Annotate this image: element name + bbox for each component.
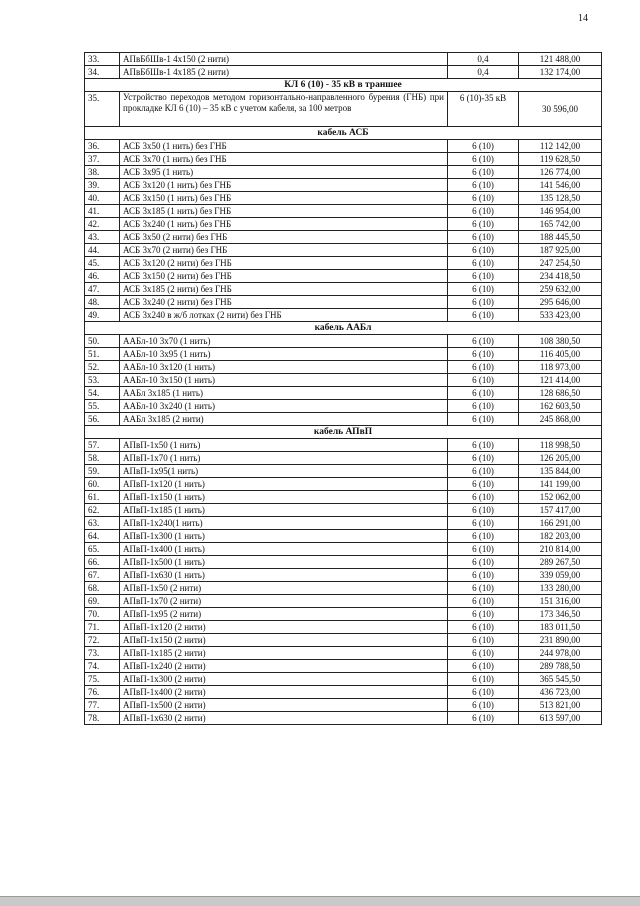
voltage-cell: 6 (10) — [448, 348, 519, 361]
price-cell: 133 280,00 — [519, 582, 602, 595]
row-number-cell: 60. — [85, 478, 120, 491]
section-heading: кабель АСБ — [85, 127, 602, 140]
cable-name-cell: АПвП-1х240 (2 нити) — [120, 660, 448, 673]
table-row — [85, 504, 602, 517]
price-cell: 533 423,00 — [519, 309, 602, 322]
cable-name-cell: АСБ 3х150 (1 нить) без ГНБ — [120, 192, 448, 205]
table-row — [85, 166, 602, 179]
row-number-cell: 52. — [85, 361, 120, 374]
cable-name-cell: Устройство переходов методом горизонтально-направленного бурения (ГНБ) при прокладке КЛ 6 (10) – 35 кВ с учетом кабеля, за 100 метров — [120, 92, 448, 127]
cable-name-cell: АСБ 3х50 (2 нити) без ГНБ — [120, 231, 448, 244]
price-cell: 613 597,00 — [519, 712, 602, 725]
page-number: 14 — [578, 13, 588, 24]
row-number-cell: 42. — [85, 218, 120, 231]
voltage-cell: 6 (10) — [448, 452, 519, 465]
voltage-cell: 6 (10) — [448, 439, 519, 452]
price-cell: 210 814,00 — [519, 543, 602, 556]
price-cell: 135 128,50 — [519, 192, 602, 205]
row-number-cell: 41. — [85, 205, 120, 218]
row-number-cell: 54. — [85, 387, 120, 400]
table-row — [85, 686, 602, 699]
cable-name-cell: АСБ 3х240 в ж/б лотках (2 нити) без ГНБ — [120, 309, 448, 322]
table-row — [85, 634, 602, 647]
table-row — [85, 92, 602, 127]
cable-name-cell: АПвП-1х630 (1 нить) — [120, 569, 448, 582]
voltage-cell: 6 (10) — [448, 582, 519, 595]
voltage-cell: 6 (10) — [448, 296, 519, 309]
voltage-cell: 6 (10) — [448, 192, 519, 205]
voltage-cell: 6 (10) — [448, 504, 519, 517]
table-row — [85, 660, 602, 673]
cable-name-cell: АСБ 3х240 (2 нити) без ГНБ — [120, 296, 448, 309]
table-row — [85, 218, 602, 231]
price-cell: 121 414,00 — [519, 374, 602, 387]
section-heading: КЛ 6 (10) - 35 кВ в траншее — [85, 79, 602, 92]
cable-name-cell: АПвП-1х500 (2 нити) — [120, 699, 448, 712]
price-cell: 183 011,50 — [519, 621, 602, 634]
row-number-cell: 68. — [85, 582, 120, 595]
price-cell: 162 603,50 — [519, 400, 602, 413]
cable-name-cell: АПвБбШв-1 4х185 (2 нити) — [120, 66, 448, 79]
voltage-cell: 6 (10) — [448, 686, 519, 699]
price-cell: 112 142,00 — [519, 140, 602, 153]
price-cell: 118 998,50 — [519, 439, 602, 452]
cable-name-cell: АПвП-1х120 (1 нить) — [120, 478, 448, 491]
price-cell: 116 405,00 — [519, 348, 602, 361]
cable-name-cell: АПвП-1х500 (1 нить) — [120, 556, 448, 569]
table-row — [85, 53, 602, 66]
cable-name-cell: АПвП-1х150 (1 нить) — [120, 491, 448, 504]
voltage-cell: 6 (10) — [448, 595, 519, 608]
cable-name-cell: АСБ 3х185 (1 нить) без ГНБ — [120, 205, 448, 218]
table-row — [85, 153, 602, 166]
row-number-cell: 74. — [85, 660, 120, 673]
cable-name-cell: ААБл 3х185 (2 нити) — [120, 413, 448, 426]
cable-name-cell: АСБ 3х185 (2 нити) без ГНБ — [120, 283, 448, 296]
table-row — [85, 452, 602, 465]
cable-name-cell: АПвП-1х150 (2 нити) — [120, 634, 448, 647]
row-number-cell: 70. — [85, 608, 120, 621]
row-number-cell: 34. — [85, 66, 120, 79]
price-cell: 118 973,00 — [519, 361, 602, 374]
voltage-cell: 6 (10) — [448, 153, 519, 166]
price-cell: 244 978,00 — [519, 647, 602, 660]
table-row — [85, 283, 602, 296]
voltage-cell: 6 (10) — [448, 335, 519, 348]
voltage-cell: 6 (10) — [448, 400, 519, 413]
row-number-cell: 47. — [85, 283, 120, 296]
row-number-cell: 58. — [85, 452, 120, 465]
voltage-cell: 6 (10) — [448, 387, 519, 400]
table-row — [85, 543, 602, 556]
price-cell: 141 199,00 — [519, 478, 602, 491]
table-row — [85, 387, 602, 400]
voltage-cell: 6 (10) — [448, 257, 519, 270]
voltage-cell: 6 (10) — [448, 309, 519, 322]
row-number-cell: 69. — [85, 595, 120, 608]
row-number-cell: 65. — [85, 543, 120, 556]
table-row — [85, 244, 602, 257]
table-row — [85, 179, 602, 192]
table-row — [85, 335, 602, 348]
price-cell: 166 291,00 — [519, 517, 602, 530]
voltage-cell: 6 (10) — [448, 673, 519, 686]
table-row — [85, 647, 602, 660]
price-cell: 289 267,50 — [519, 556, 602, 569]
cable-name-cell: АПвП-1х240(1 нить) — [120, 517, 448, 530]
row-number-cell: 33. — [85, 53, 120, 66]
price-cell: 187 925,00 — [519, 244, 602, 257]
cable-name-cell: АСБ 3х150 (2 нити) без ГНБ — [120, 270, 448, 283]
price-cell: 141 546,00 — [519, 179, 602, 192]
price-cell: 247 254,50 — [519, 257, 602, 270]
table-row — [85, 465, 602, 478]
price-cell: 152 062,00 — [519, 491, 602, 504]
cable-name-cell: АПвБбШв-1 4х150 (2 нити) — [120, 53, 448, 66]
row-number-cell: 64. — [85, 530, 120, 543]
cable-name-cell: АПвП-1х70 (1 нить) — [120, 452, 448, 465]
price-cell: 234 418,50 — [519, 270, 602, 283]
table-row — [85, 569, 602, 582]
cable-name-cell: АПвП-1х70 (2 нити) — [120, 595, 448, 608]
row-number-cell: 56. — [85, 413, 120, 426]
row-number-cell: 62. — [85, 504, 120, 517]
price-cell: 135 844,00 — [519, 465, 602, 478]
cable-name-cell: АСБ 3х95 (1 нить) — [120, 166, 448, 179]
price-cell: 128 686,50 — [519, 387, 602, 400]
section-heading: кабель ААБл — [85, 322, 602, 335]
price-cell: 132 174,00 — [519, 66, 602, 79]
row-number-cell: 46. — [85, 270, 120, 283]
table-row — [85, 348, 602, 361]
row-number-cell: 73. — [85, 647, 120, 660]
row-number-cell: 75. — [85, 673, 120, 686]
row-number-cell: 76. — [85, 686, 120, 699]
voltage-cell: 6 (10) — [448, 634, 519, 647]
voltage-cell: 6 (10) — [448, 712, 519, 725]
price-cell: 339 059,00 — [519, 569, 602, 582]
table-row — [85, 517, 602, 530]
table-row — [85, 608, 602, 621]
cable-name-cell: ААБл-10 3х70 (1 нить) — [120, 335, 448, 348]
price-cell: 182 203,00 — [519, 530, 602, 543]
row-number-cell: 71. — [85, 621, 120, 634]
row-number-cell: 43. — [85, 231, 120, 244]
table-row — [85, 231, 602, 244]
voltage-cell: 6 (10) — [448, 491, 519, 504]
voltage-cell: 6 (10) — [448, 361, 519, 374]
table-row — [85, 530, 602, 543]
price-cell: 157 417,00 — [519, 504, 602, 517]
cable-name-cell: АПвП-1х95(1 нить) — [120, 465, 448, 478]
row-number-cell: 55. — [85, 400, 120, 413]
cable-name-cell: АСБ 3х70 (2 нити) без ГНБ — [120, 244, 448, 257]
table-row — [85, 439, 602, 452]
voltage-cell: 6 (10)-35 кВ — [448, 92, 519, 127]
cable-name-cell: ААБл-10 3х95 (1 нить) — [120, 348, 448, 361]
row-number-cell: 57. — [85, 439, 120, 452]
price-cell: 245 868,00 — [519, 413, 602, 426]
price-cell: 295 646,00 — [519, 296, 602, 309]
cable-name-cell: ААБл-10 3х240 (1 нить) — [120, 400, 448, 413]
cable-name-cell: ААБл 3х185 (1 нить) — [120, 387, 448, 400]
row-number-cell: 50. — [85, 335, 120, 348]
cable-name-cell: АПвП-1х300 (1 нить) — [120, 530, 448, 543]
voltage-cell: 6 (10) — [448, 218, 519, 231]
row-number-cell: 77. — [85, 699, 120, 712]
voltage-cell: 6 (10) — [448, 530, 519, 543]
row-number-cell: 61. — [85, 491, 120, 504]
row-number-cell: 63. — [85, 517, 120, 530]
price-cell: 126 205,00 — [519, 452, 602, 465]
price-cell: 513 821,00 — [519, 699, 602, 712]
cable-name-cell: АПвП-1х630 (2 нити) — [120, 712, 448, 725]
price-cell: 289 788,50 — [519, 660, 602, 673]
price-cell: 165 742,00 — [519, 218, 602, 231]
row-number-cell: 48. — [85, 296, 120, 309]
table-row — [85, 712, 602, 725]
table-row — [85, 361, 602, 374]
cable-name-cell: АПвП-1х120 (2 нити) — [120, 621, 448, 634]
cable-name-cell: АПвП-1х50 (1 нить) — [120, 439, 448, 452]
voltage-cell: 6 (10) — [448, 413, 519, 426]
section-heading: кабель АПвП — [85, 426, 602, 439]
voltage-cell: 6 (10) — [448, 244, 519, 257]
row-number-cell: 78. — [85, 712, 120, 725]
voltage-cell: 6 (10) — [448, 556, 519, 569]
row-number-cell: 51. — [85, 348, 120, 361]
price-cell: 259 632,00 — [519, 283, 602, 296]
table-row — [85, 205, 602, 218]
cable-name-cell: АСБ 3х120 (2 нити) без ГНБ — [120, 257, 448, 270]
price-cell: 126 774,00 — [519, 166, 602, 179]
row-number-cell: 39. — [85, 179, 120, 192]
voltage-cell: 6 (10) — [448, 608, 519, 621]
price-cell: 30 596,00 — [519, 92, 602, 127]
voltage-cell: 6 (10) — [448, 166, 519, 179]
voltage-cell: 6 (10) — [448, 647, 519, 660]
row-number-cell: 45. — [85, 257, 120, 270]
table-row — [85, 192, 602, 205]
voltage-cell: 6 (10) — [448, 205, 519, 218]
voltage-cell: 6 (10) — [448, 270, 519, 283]
cable-name-cell: АПвП-1х185 (1 нить) — [120, 504, 448, 517]
price-table-body — [85, 53, 602, 725]
voltage-cell: 6 (10) — [448, 465, 519, 478]
section-heading-row — [85, 127, 602, 140]
table-row — [85, 413, 602, 426]
row-number-cell: 40. — [85, 192, 120, 205]
row-number-cell: 36. — [85, 140, 120, 153]
cable-name-cell: АСБ 3х120 (1 нить) без ГНБ — [120, 179, 448, 192]
table-row — [85, 270, 602, 283]
table-row — [85, 140, 602, 153]
section-heading-row — [85, 79, 602, 92]
section-heading-row — [85, 426, 602, 439]
table-row — [85, 400, 602, 413]
voltage-cell: 6 (10) — [448, 374, 519, 387]
cable-name-cell: АСБ 3х240 (1 нить) без ГНБ — [120, 218, 448, 231]
table-row — [85, 556, 602, 569]
price-cell: 108 380,50 — [519, 335, 602, 348]
voltage-cell: 6 (10) — [448, 179, 519, 192]
voltage-cell: 0,4 — [448, 53, 519, 66]
row-number-cell: 72. — [85, 634, 120, 647]
voltage-cell: 6 (10) — [448, 517, 519, 530]
row-number-cell: 53. — [85, 374, 120, 387]
section-heading-row — [85, 322, 602, 335]
price-cell: 188 445,50 — [519, 231, 602, 244]
table-row — [85, 296, 602, 309]
price-cell: 121 488,00 — [519, 53, 602, 66]
price-cell: 173 346,50 — [519, 608, 602, 621]
table-row — [85, 582, 602, 595]
price-cell: 231 890,00 — [519, 634, 602, 647]
table-row — [85, 478, 602, 491]
row-number-cell: 49. — [85, 309, 120, 322]
price-cell: 146 954,00 — [519, 205, 602, 218]
price-cell: 119 628,50 — [519, 153, 602, 166]
table-row — [85, 699, 602, 712]
voltage-cell: 6 (10) — [448, 699, 519, 712]
cable-name-cell: АСБ 3х50 (1 нить) без ГНБ — [120, 140, 448, 153]
voltage-cell: 0,4 — [448, 66, 519, 79]
voltage-cell: 6 (10) — [448, 569, 519, 582]
voltage-cell: 6 (10) — [448, 543, 519, 556]
row-number-cell: 59. — [85, 465, 120, 478]
table-row — [85, 257, 602, 270]
voltage-cell: 6 (10) — [448, 621, 519, 634]
row-number-cell: 38. — [85, 166, 120, 179]
table-row — [85, 66, 602, 79]
cable-name-cell: ААБл-10 3х150 (1 нить) — [120, 374, 448, 387]
voltage-cell: 6 (10) — [448, 283, 519, 296]
voltage-cell: 6 (10) — [448, 140, 519, 153]
cable-name-cell: АПвП-1х185 (2 нити) — [120, 647, 448, 660]
voltage-cell: 6 (10) — [448, 478, 519, 491]
row-number-cell: 37. — [85, 153, 120, 166]
voltage-cell: 6 (10) — [448, 231, 519, 244]
table-row — [85, 595, 602, 608]
cable-name-cell: АПвП-1х300 (2 нити) — [120, 673, 448, 686]
price-cell: 365 545,50 — [519, 673, 602, 686]
price-cell: 436 723,00 — [519, 686, 602, 699]
cable-name-cell: АСБ 3х70 (1 нить) без ГНБ — [120, 153, 448, 166]
voltage-cell: 6 (10) — [448, 660, 519, 673]
cable-name-cell: ААБл-10 3х120 (1 нить) — [120, 361, 448, 374]
price-table — [84, 52, 602, 725]
row-number-cell: 35. — [85, 92, 120, 127]
table-row — [85, 673, 602, 686]
table-row — [85, 621, 602, 634]
row-number-cell: 44. — [85, 244, 120, 257]
table-row — [85, 491, 602, 504]
price-cell: 151 316,00 — [519, 595, 602, 608]
table-row — [85, 374, 602, 387]
row-number-cell: 66. — [85, 556, 120, 569]
row-number-cell: 67. — [85, 569, 120, 582]
cable-name-cell: АПвП-1х95 (2 нити) — [120, 608, 448, 621]
cable-name-cell: АПвП-1х50 (2 нити) — [120, 582, 448, 595]
table-row — [85, 309, 602, 322]
cable-name-cell: АПвП-1х400 (1 нить) — [120, 543, 448, 556]
cable-name-cell: АПвП-1х400 (2 нити) — [120, 686, 448, 699]
